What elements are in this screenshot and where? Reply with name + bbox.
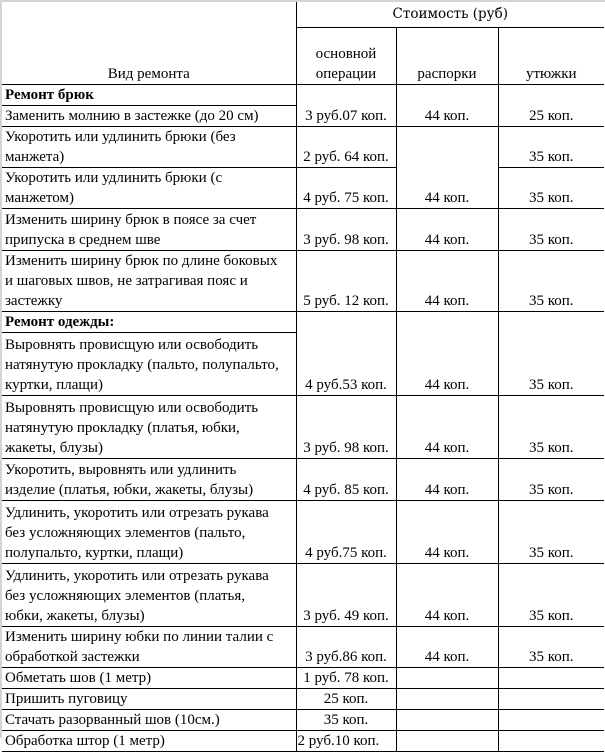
cell-raspor: 44 коп. bbox=[396, 250, 498, 311]
work-cell: Заменить молнию в застежке (до 20 см) bbox=[2, 105, 296, 126]
table-row bbox=[2, 626, 604, 667]
table-row bbox=[2, 563, 604, 626]
cell-main: 4 руб. 85 коп. bbox=[296, 458, 396, 500]
work-cell: Изменить ширину юбки по линии талии с обработкой застежки bbox=[2, 626, 296, 667]
cell-raspor: 44 коп. bbox=[396, 84, 498, 126]
cell-main: 3 руб. 98 коп. bbox=[296, 395, 396, 458]
cell-iron bbox=[498, 730, 604, 751]
work-cell: Укоротить, выровнять или удлинить изделие (платья, юбки, жакеты, блузы) bbox=[2, 458, 296, 500]
cell-raspor bbox=[396, 688, 498, 709]
cell-main: 1 руб. 78 коп. bbox=[296, 667, 396, 688]
work-cell: Обметать шов (1 метр) bbox=[2, 667, 296, 688]
cell-raspor bbox=[396, 730, 498, 751]
table-row bbox=[2, 126, 604, 167]
cell-iron: 35 коп. bbox=[498, 458, 604, 500]
work-cell: Стачать разорванный шов (10см.) bbox=[2, 709, 296, 730]
cell-iron: 35 коп. bbox=[498, 563, 604, 626]
table-row bbox=[2, 167, 604, 208]
cell-main: 2 руб. 64 коп. bbox=[296, 126, 396, 167]
cell-raspor: 44 коп. bbox=[396, 500, 498, 563]
table-row bbox=[2, 250, 604, 311]
work-cell: Выровнять провисщую или освободить натянутую прокладку (платья, юбки, жакеты, блузы) bbox=[2, 395, 296, 458]
cell-main: 3 руб.86 коп. bbox=[296, 626, 396, 667]
cell-raspor: 44 коп. bbox=[396, 208, 498, 250]
cell-raspor bbox=[396, 709, 498, 730]
section-title-clothing: Ремонт одежды: bbox=[2, 311, 296, 332]
table-row bbox=[2, 208, 604, 250]
work-cell: Пришить пуговицу bbox=[2, 688, 296, 709]
cell-iron: 25 коп. bbox=[498, 84, 604, 126]
cell-raspor: 44 коп. bbox=[396, 311, 498, 395]
table-row bbox=[2, 458, 604, 500]
work-cell: Изменить ширину брюк в поясе за счет припуска в среднем шве bbox=[2, 208, 296, 250]
cell-iron: 35 коп. bbox=[498, 626, 604, 667]
table-row bbox=[2, 667, 604, 688]
table-row bbox=[2, 709, 604, 730]
cell-raspor bbox=[396, 667, 498, 688]
cell-iron bbox=[498, 709, 604, 730]
cell-main: 3 руб. 49 коп. bbox=[296, 563, 396, 626]
cell-main: 3 руб. 98 коп. bbox=[296, 208, 396, 250]
work-cell: Укоротить или удлинить брюки (без манжета) bbox=[2, 126, 296, 167]
work-cell: Удлинить, укоротить или отрезать рукава без усложняющих элементов (пальто, полупальто, куртки, плащи) bbox=[2, 500, 296, 563]
cell-iron: 35 коп. bbox=[498, 395, 604, 458]
work-cell: Изменить ширину брюк по длине боковых и шаговых швов, не затрагивая пояс и застежку bbox=[2, 250, 296, 311]
cell-iron: 35 коп. bbox=[498, 126, 604, 167]
cell-raspor: 44 коп. bbox=[396, 458, 498, 500]
cell-main: 4 руб.75 коп. bbox=[296, 500, 396, 563]
header-col-main: основной операции bbox=[296, 27, 396, 84]
work-cell: Выровнять провисщую или освободить натянутую прокладку (пальто, полупальто, куртки, плащи) bbox=[2, 332, 296, 395]
cell-main: 25 коп. bbox=[296, 688, 396, 709]
cell-raspor: 44 коп. bbox=[396, 395, 498, 458]
table-row bbox=[2, 688, 604, 709]
work-cell: Обработка штор (1 метр) bbox=[2, 730, 296, 751]
work-cell: Укоротить или удлинить брюки (с манжетом) bbox=[2, 167, 296, 208]
cell-raspor: 44 коп. bbox=[396, 126, 498, 208]
cell-iron: 35 коп. bbox=[498, 500, 604, 563]
cell-iron: 35 коп. bbox=[498, 250, 604, 311]
cell-iron bbox=[498, 688, 604, 709]
table-row bbox=[2, 395, 604, 458]
table-row bbox=[2, 730, 604, 751]
cell-raspor: 44 коп. bbox=[396, 626, 498, 667]
header-cost-group: Стоимость (руб) bbox=[296, 2, 604, 27]
repair-price-table bbox=[2, 2, 604, 752]
section-title-trousers: Ремонт брюк bbox=[2, 84, 296, 105]
cell-raspor: 44 коп. bbox=[396, 563, 498, 626]
cell-iron: 35 коп. bbox=[498, 167, 604, 208]
cell-main: 3 руб.07 коп. bbox=[296, 84, 396, 126]
cell-main: 5 руб. 12 коп. bbox=[296, 250, 396, 311]
cell-main: 35 коп. bbox=[296, 709, 396, 730]
cell-iron bbox=[498, 667, 604, 688]
cell-main: 2 руб.10 коп. bbox=[296, 730, 396, 751]
header-col-raspor: распорки bbox=[396, 27, 498, 84]
cell-main: 4 руб. 75 коп. bbox=[296, 167, 396, 208]
cell-iron: 35 коп. bbox=[498, 311, 604, 395]
cell-main: 4 руб.53 коп. bbox=[296, 311, 396, 395]
table-row bbox=[2, 500, 604, 563]
header-col-iron: утюжки bbox=[498, 27, 604, 84]
work-cell: Удлинить, укоротить или отрезать рукава без усложняющих элементов (платья, юбки, жакеты, блузы) bbox=[2, 563, 296, 626]
cell-iron: 35 коп. bbox=[498, 208, 604, 250]
header-work-type: Вид ремонта bbox=[2, 2, 296, 84]
